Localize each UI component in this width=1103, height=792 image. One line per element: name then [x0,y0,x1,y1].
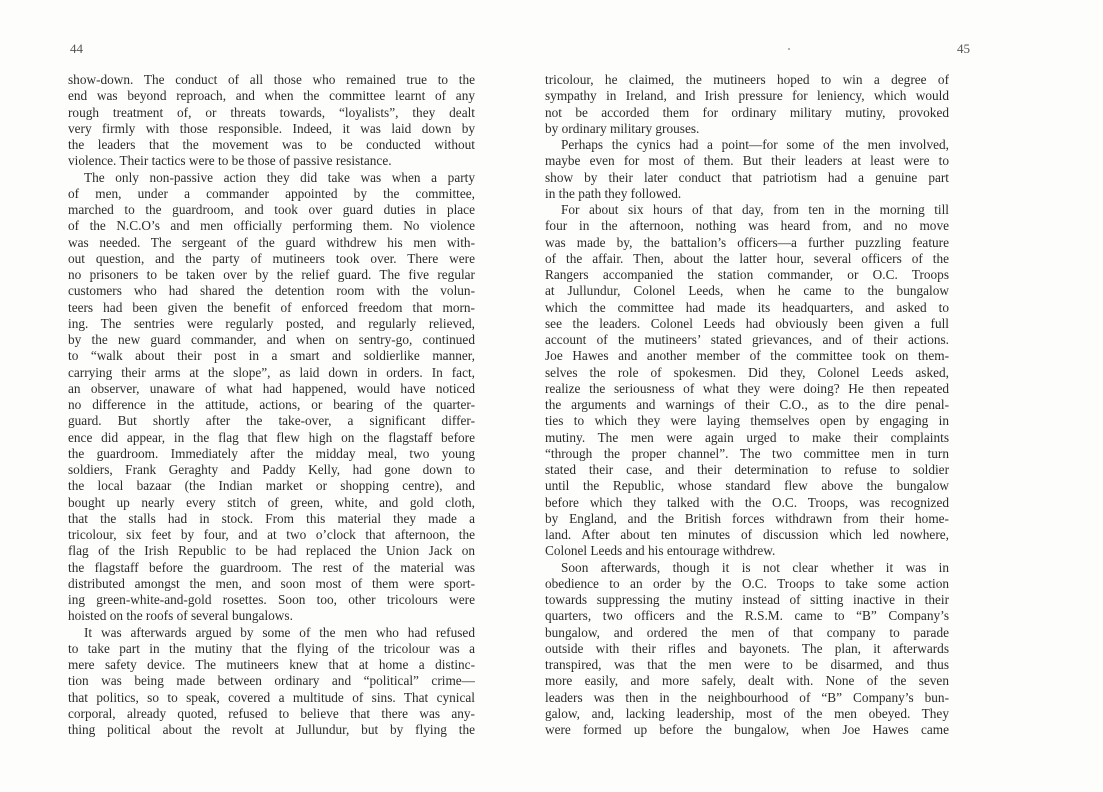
text-line: distributed amongst the men, and soon most of them were sport- [68,575,475,591]
right-page-text [545,72,949,738]
text-line: carrying their arms at the slope”, as laid down in orders. In fact, [68,364,475,380]
text-line: that politics, so to speak, covered a multitude of sins. That cynical [68,689,475,705]
text-line: before which they talked with the O.C. Troops, was recognized [545,494,949,510]
text-line: sympathy in Ireland, and Irish pressure for leniency, which would [545,88,949,104]
paper-speck [788,48,790,50]
text-line: of the N.C.O’s and men officially performing them. No violence [68,218,475,234]
text-line: end was beyond reproach, and when the committee learnt of any [68,88,475,104]
text-line: marched to the guardroom, and took over guard duties in place [68,202,475,217]
text-line: was made by, the battalion’s officers—a further puzzling feature [545,234,949,250]
text-line: by England, and the British forces withdrawn from their home- [545,510,949,526]
text-line: transpired, was that the men were to be disarmed, and thus [545,657,949,672]
text-line: corporal, already quoted, refused to believe that there was any- [68,705,475,721]
text-line: ence did appear, in the flag that flew high on the flagstaff before [68,429,475,445]
text-line: soldiers, Frank Geraghty and Paddy Kelly, had gone down to [68,462,475,477]
text-line: to take part in the mutiny that the flying of the tricolour was a [68,640,475,656]
text-line: hoisted on the roofs of several bungalows. [68,608,293,624]
text-line: the leaders that the movement was to be conducted without [68,137,475,152]
text-line: quarters, two officers and the R.S.M. came to “B” Company’s [545,608,949,624]
text-line: bought up nearly every stitch of green, white, and gold cloth, [68,494,475,510]
text-line: no prisoners to be taken over by the relief guard. The five regular [68,267,475,282]
page-number-right: 45 [957,41,970,56]
text-line: leaders was then in the neighbourhood of “B” Company’s bun- [545,689,949,705]
text-line: realize the seriousness of what they were doing? He then repeated [545,380,949,396]
text-line: which the committee had made its headquarters, and asked to [545,299,949,315]
text-line: Rangers accompanied the station commander, or O.C. Troops [545,267,949,282]
text-line: tion was being made between ordinary and “political” crime— [68,673,475,689]
text-line: ing. The sentries were regularly posted, and regularly relieved, [68,315,475,331]
text-line: at Jullundur, Colonel Leeds, when he came to the bungalow [545,283,949,299]
text-line: Colonel Leeds and his entourage withdrew. [545,543,776,559]
text-line: the flagstaff before the guardroom. The rest of the material was [68,559,475,575]
text-line: guard. But shortly after the take-over, a significant differ- [68,413,475,429]
text-line: out question, and the party of mutineers took over. There were [68,250,475,266]
text-line: in the path they followed. [545,185,682,201]
text-line: show by their later conduct that patriotism had a genuine part [545,169,949,185]
text-line: the local bazaar (the Indian market or shopping centre), and [68,478,475,494]
text-line: ties to which they were laying themselves open by engaging in [545,413,949,429]
text-line: account of the mutineers’ stated grievances, and of their actions. [545,332,949,347]
left-page-text [68,72,475,738]
text-line: that the stalls had in stock. From this material they made a [68,510,475,526]
text-line: It was afterwards argued by some of the men who had refused [84,624,475,640]
text-line: by the new guard commander, and when on sentry-go, continued [68,332,475,347]
text-line: four in the afternoon, nothing was heard from, and no move [545,218,949,234]
text-line: customers who had shared the detention room with the volun- [68,283,475,299]
text-line: more easily, and more safely, dealt with. None of the seven [545,673,949,689]
text-line: bungalow, and ordered the men of that company to parade [545,624,949,640]
text-line: until the Republic, whose standard flew above the bungalow [545,478,949,494]
text-line: maybe even for most of them. But their leaders at least were to [545,153,949,169]
text-line: of men, under a commander appointed by the committee, [68,185,475,201]
text-line: was needed. The sergeant of the guard withdrew his men with- [68,234,475,250]
text-line: obedience to an order by the O.C. Troops to take some action [545,575,949,591]
text-line: no difference in the attitude, actions, or bearing of the quarter- [68,397,475,412]
text-line: For about six hours of that day, from ten in the morning till [561,202,949,217]
text-line: by ordinary military grouses. [545,120,700,136]
text-line: the guardroom. Immediately after the midday meal, two young [68,445,475,461]
text-line: Soon afterwards, though it is not clear whether it was in [561,559,949,575]
text-line: violence. Their tactics were to be those of passive resistance. [68,153,392,169]
text-line: stated their case, and their determination to refuse to soldier [545,462,949,477]
text-line: “through the proper channel”. The two committee men in turn [545,445,949,461]
text-line: selves the role of spokesmen. Did they, Colonel Leeds asked, [545,364,949,380]
text-line: teers had been given the benefit of enforced freedom that morn- [68,299,475,315]
text-line: tricolour, he claimed, the mutineers hoped to win a degree of [545,72,949,87]
text-line: the arguments and warnings of their C.O., as to the dire penal- [545,397,949,412]
text-line: ing green-white-and-gold rosettes. Soon too, other tricolours were [68,592,475,607]
text-line: flag of the Irish Republic to be had replaced the Union Jack on [68,543,475,559]
text-line: see the leaders. Colonel Leeds had obviously been given a full [545,315,949,331]
text-line: Perhaps the cynics had a point—for some of the men involved, [561,137,949,152]
text-line: rough treatment of, or threats towards, “loyalists”, they dealt [68,104,475,120]
text-line: were formed up before the bungalow, when Joe Hawes came [545,722,949,737]
text-line: show-down. The conduct of all those who remained true to the [68,72,475,87]
text-line: mutiny. The men were again urged to make their complaints [545,429,949,445]
text-line: thing political about the revolt at Jullundur, but by flying the [68,722,475,737]
text-line: very firmly with those responsible. Indeed, it was laid down by [68,120,475,136]
text-line: mere safety device. The mutineers knew that at home a distinc- [68,657,475,672]
text-line: Joe Hawes and another member of the committee took on them- [545,348,949,364]
text-line: tricolour, six feet by four, and at two o’clock that afternoon, the [68,527,475,542]
text-line: towards suppressing the mutiny instead of sitting inactive in their [545,592,949,607]
page-number-left: 44 [70,41,83,56]
text-line: not be accorded them for ordinary military mutiny, provoked [545,104,949,120]
text-line: The only non-passive action they did take was when a party [84,169,475,185]
text-line: to “walk about their post in a smart and soldierlike manner, [68,348,475,364]
text-line: galow, and, lacking leadership, most of the men obeyed. They [545,705,949,721]
text-line: an observer, unaware of what had happened, would have noticed [68,380,475,396]
text-line: land. After about ten minutes of discussion which led nowhere, [545,527,949,542]
text-line: outside with their rifles and bayonets. The plan, it afterwards [545,640,949,656]
text-line: of the affair. Then, about the latter hour, several officers of the [545,250,949,266]
